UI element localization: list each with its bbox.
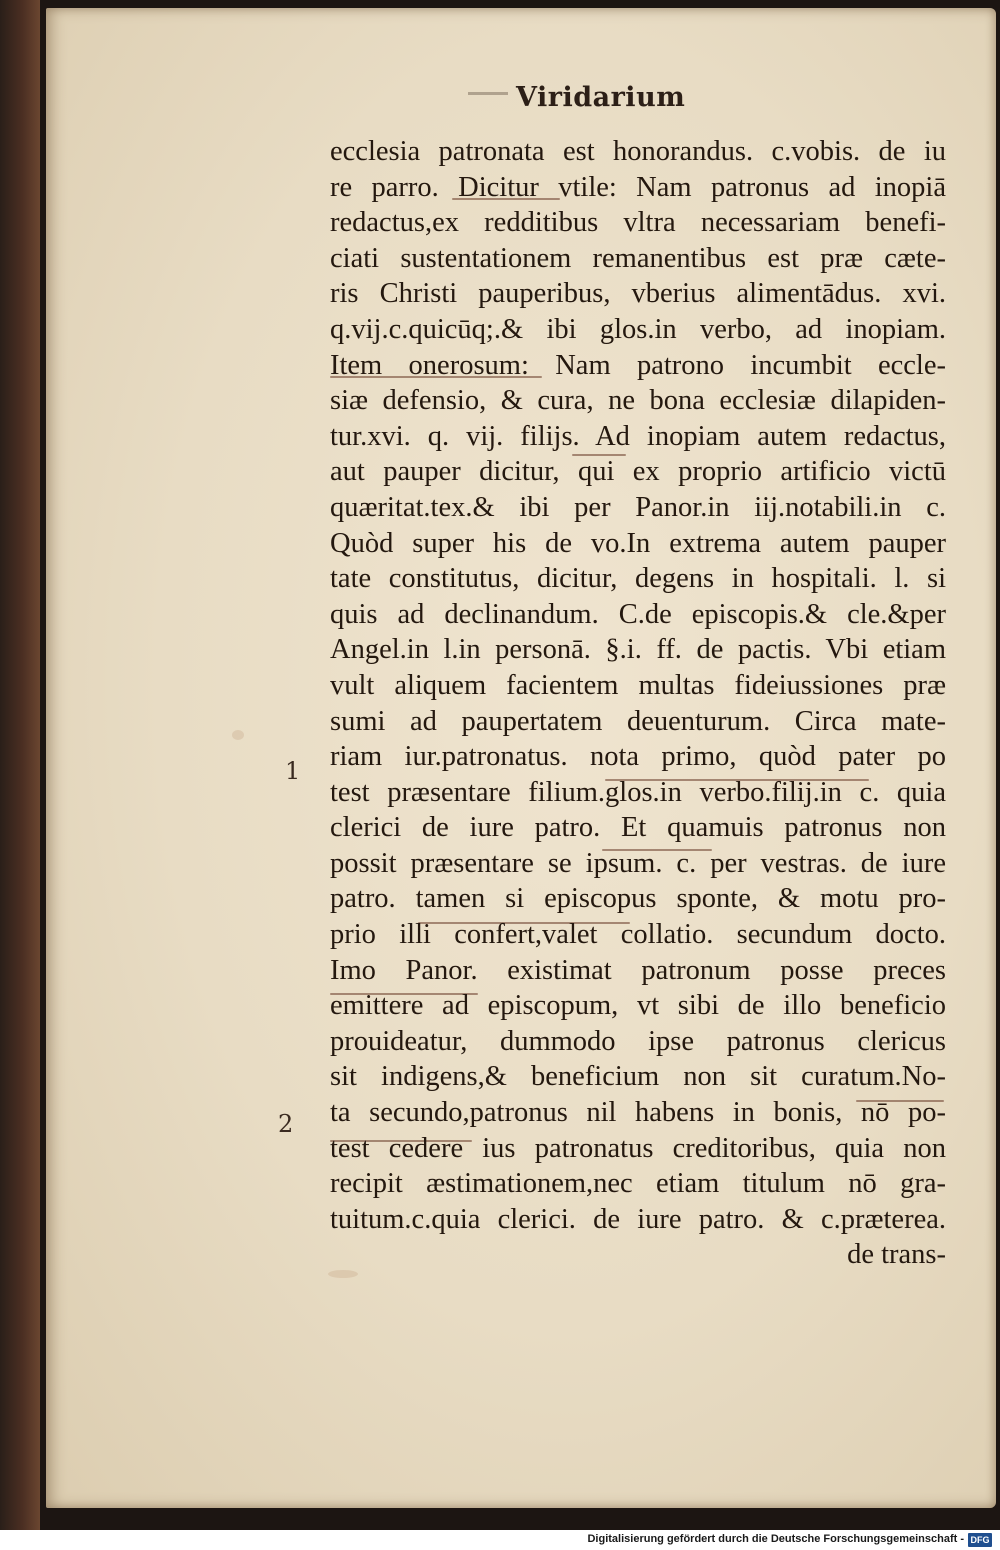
text-line: possit præsentare se ipsum. c. per vestras. de iure xyxy=(330,847,946,879)
text-line: ta secundo,patronus nil habens in bonis, nō po- xyxy=(330,1097,946,1129)
paper-stain xyxy=(232,730,244,740)
text-line: tuitum.c.quia clerici. de iure patro. & c.præterea. xyxy=(330,1203,946,1235)
text-line: aut pauper dicitur, qui ex proprio artificio victū xyxy=(330,456,946,488)
running-head: Viridarium xyxy=(516,82,686,113)
text-line: patro. tamen si episcopus sponte, & motu pro- xyxy=(330,883,946,915)
dfg-logo: DFG xyxy=(968,1533,992,1547)
main-text xyxy=(330,134,946,1273)
text-line: test cedere ius patronatus creditoribus, quia non xyxy=(330,1132,946,1164)
text-line: ris Christi pauperibus, vberius alimentādus. xvi. xyxy=(330,278,946,310)
text-line: quis ad declinandum. C.de episcopis.& cle.&per xyxy=(330,598,946,630)
text-line: clerici de iure patro. Et quamuis patronus non xyxy=(330,812,946,844)
text-line: siæ defensio, & cura, ne bona ecclesiæ dilapiden- xyxy=(330,385,946,417)
text-line: riam iur.patronatus. nota primo, quòd pater po xyxy=(330,741,946,773)
text-line: redactus,ex redditibus vltra necessariam benefi- xyxy=(330,207,946,239)
funding-credit: Digitalisierung gefördert durch die Deutsche Forschungsgemeinschaft - xyxy=(587,1533,964,1545)
margin-note-2: 2 xyxy=(278,1110,294,1138)
text-line: Angel.in l.in personā. §.i. ff. de pactis. Vbi etiam xyxy=(330,634,946,666)
digitization-footer xyxy=(0,1530,1000,1550)
text-line: Item onerosum: Nam patrono incumbit eccle- xyxy=(330,349,946,381)
catchword: de trans- xyxy=(847,1239,946,1271)
margin-note-1: 1 xyxy=(285,757,301,785)
text-line: emittere ad episcopum, vt sibi de illo beneficio xyxy=(330,990,946,1022)
text-line: Imo Panor. existimat patronum posse preces xyxy=(330,954,946,986)
text-line: quæritat.tex.& ibi per Panor.in iij.notabili.in c. xyxy=(330,491,946,523)
text-line: recipit æstimationem,nec etiam titulum nō gra- xyxy=(330,1168,946,1200)
text-line: ecclesia patronata est honorandus. c.vobis. de iu xyxy=(330,136,946,167)
bleed-through-mark xyxy=(468,92,508,95)
text-line: test præsentare filium.glos.in verbo.filij.in c. quia xyxy=(330,776,946,808)
text-line: sumi ad paupertatem deuenturum. Circa mate- xyxy=(330,705,946,737)
binding-edge xyxy=(0,0,40,1530)
text-line: prouideatur, dummodo ipse patronus clericus xyxy=(330,1025,946,1057)
text-line: ciati sustentationem remanentibus est præ cæte- xyxy=(330,242,946,274)
text-line: vult aliquem facientem multas fideiussiones præ xyxy=(330,669,946,701)
text-line: tate constitutus, dicitur, degens in hospitali. l. si xyxy=(330,563,946,595)
text-line: sit indigens,& beneficium non sit curatum.No- xyxy=(330,1061,946,1093)
text-line: tur.xvi. q. vij. filijs. Ad inopiam autem redactus, xyxy=(330,420,946,452)
text-line: q.vij.c.quicūq;.& ibi glos.in verbo, ad inopiam. xyxy=(330,313,946,345)
text-line: Quòd super his de vo.In extrema autem pauper xyxy=(330,527,946,559)
text-line: prio illi confert,valet collatio. secundum docto. xyxy=(330,919,946,951)
text-line: re parro. Dicitur vtile: Nam patronus ad inopiā xyxy=(330,171,946,203)
